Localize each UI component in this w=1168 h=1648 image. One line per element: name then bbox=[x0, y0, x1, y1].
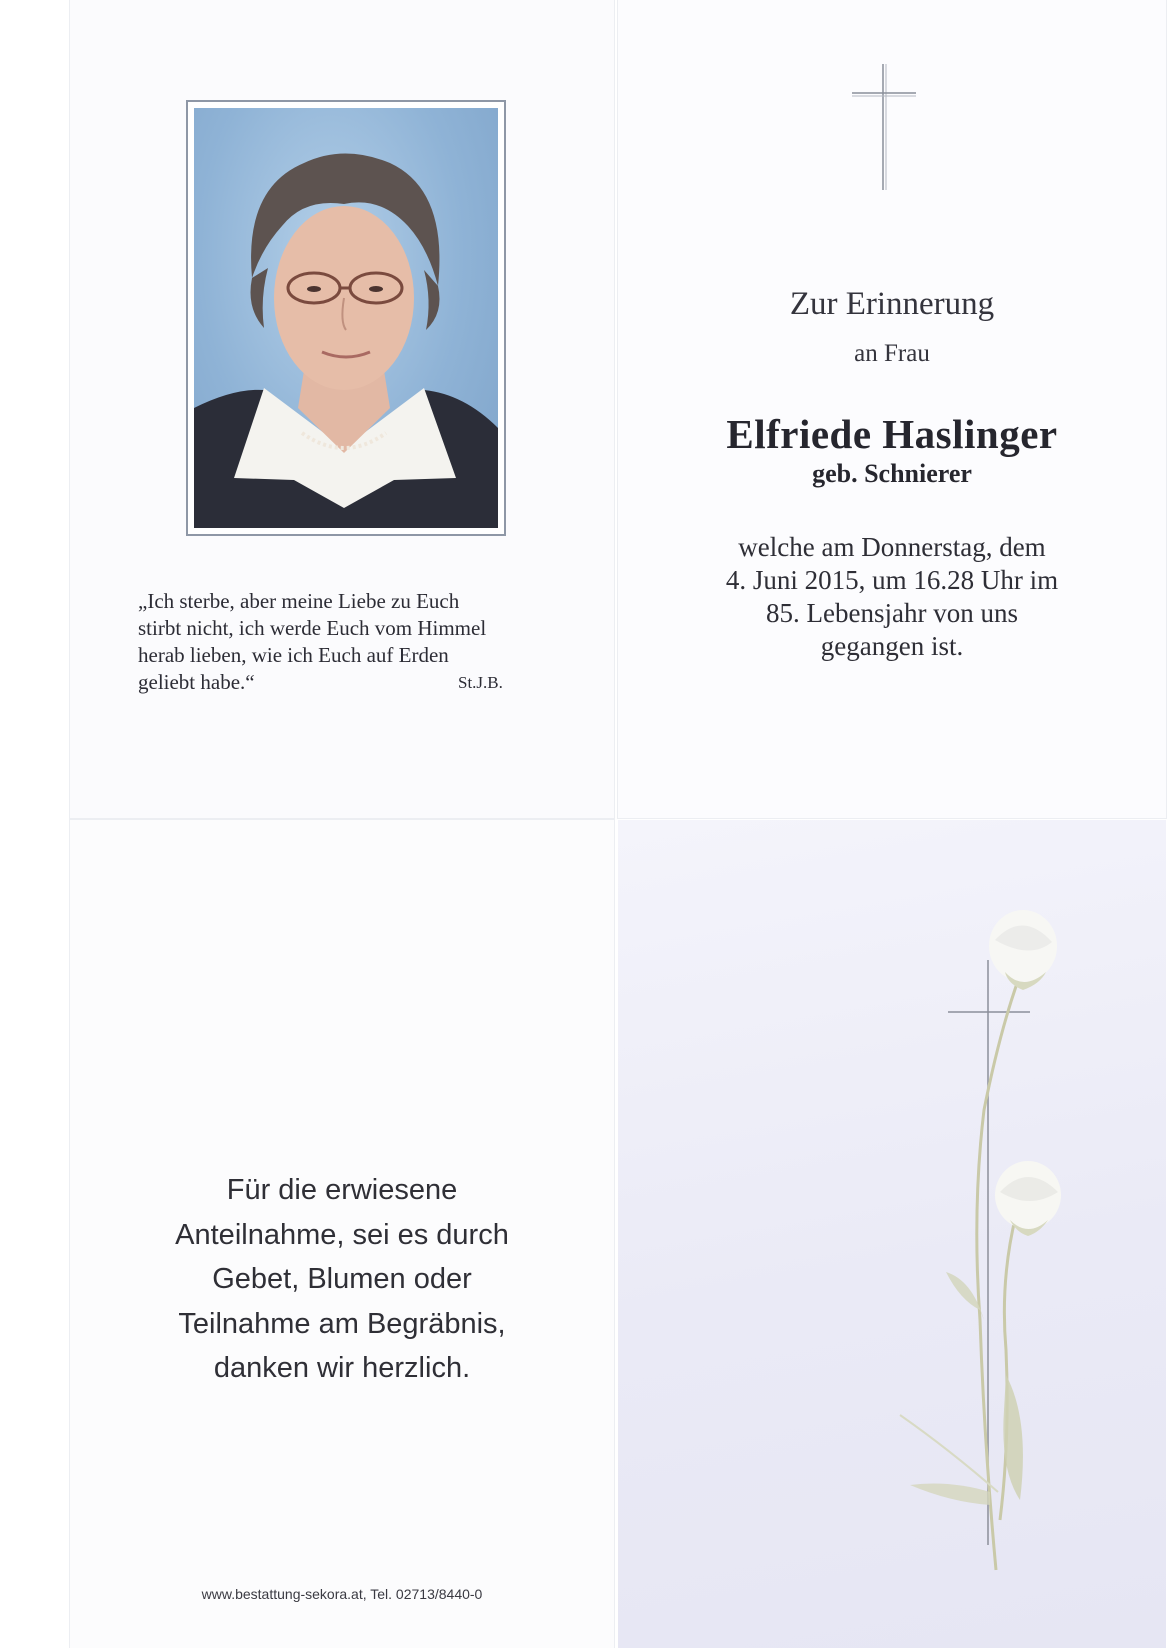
memorial-text-line: 4. Juni 2015, um 16.28 Uhr im bbox=[725, 565, 1059, 595]
portrait-photo bbox=[194, 108, 498, 528]
portrait-frame bbox=[186, 100, 506, 536]
rose-cross-illustration bbox=[880, 880, 1080, 1605]
funeral-home-contact: www.bestattung-sekora.at, Tel. 02713/8440-0 bbox=[201, 1586, 483, 1602]
thanks-line: Teilnahme am Begräbnis, bbox=[178, 1307, 506, 1340]
memorial-subtitle: an Frau bbox=[854, 340, 930, 367]
maiden-name: geb. Schnierer bbox=[812, 459, 972, 488]
memorial-text-line: gegangen ist. bbox=[820, 631, 964, 661]
thanks-text bbox=[70, 1168, 614, 1391]
thanks-line: Anteilnahme, sei es durch bbox=[175, 1218, 509, 1251]
quote-line: herab lieben, wie ich Euch auf Erden bbox=[138, 643, 449, 667]
memorial-text bbox=[618, 531, 1166, 663]
quote-line: „Ich sterbe, aber meine Liebe zu Euch bbox=[138, 589, 460, 613]
memorial-text-line: 85. Lebensjahr von uns bbox=[766, 598, 1018, 628]
thanks-line: Für die erwiesene bbox=[226, 1174, 458, 1206]
quote-source: St.J.B. bbox=[458, 673, 503, 692]
thanks-line: Gebet, Blumen oder bbox=[212, 1263, 472, 1295]
quote-line: stirbt nicht, ich werde Euch vom Himmel bbox=[138, 616, 487, 640]
portrait-illustration bbox=[194, 108, 498, 528]
cross-icon bbox=[852, 64, 916, 197]
thanks-line: danken wir herzlich. bbox=[213, 1352, 471, 1384]
card-panel-memorial bbox=[618, 0, 1166, 818]
quote-line: geliebt habe.“ bbox=[138, 670, 255, 694]
card-panel-photo bbox=[70, 0, 614, 818]
deceased-name: Elfriede Haslinger bbox=[726, 411, 1058, 457]
memorial-text-line: welche am Donnerstag, dem bbox=[738, 532, 1046, 562]
memorial-title: Zur Erinnerung bbox=[789, 286, 995, 322]
